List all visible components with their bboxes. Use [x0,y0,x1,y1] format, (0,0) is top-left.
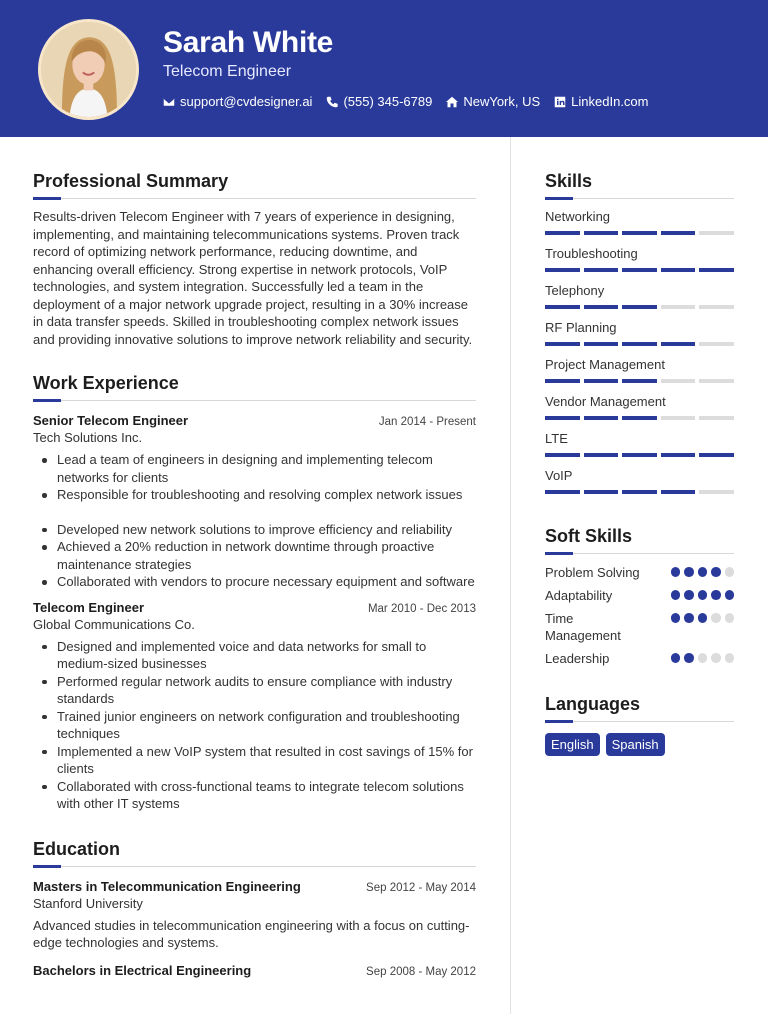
skill-level-segment [699,490,734,494]
degree-title: Masters in Telecommunication Engineering [33,878,301,894]
linkedin-icon [554,96,566,108]
job-entry [33,600,476,813]
skill-level-segment [622,379,657,383]
contact-email-text: support@cvdesigner.ai [180,94,313,109]
skill-level-segment [545,416,580,420]
summary-section [33,170,476,348]
skill-level-segment [545,268,580,272]
contact-linkedin-text: LinkedIn.com [571,94,649,109]
skill-level-bar [545,416,734,420]
soft-skill-name: Adaptability [545,588,613,603]
list-item: Designed and implemented voice and data networks for small to medium-sized businesses [33,638,476,673]
skill-level-segment [584,453,619,457]
rating-dot [725,613,735,623]
rating-dot [698,567,708,577]
skill-level-bar [545,490,734,494]
soft-skill-name: Problem Solving [545,565,640,580]
section-divider [545,198,734,199]
rating-dot [711,567,721,577]
skill-level-segment [545,453,580,457]
rating-dot [698,653,708,663]
skill-level-segment [622,490,657,494]
skill-item [545,468,734,494]
skill-item [545,431,734,457]
skill-level-segment [545,379,580,383]
school-name: Stanford University [33,895,143,911]
education-date: Sep 2012 - May 2014 [366,881,476,894]
skill-level-segment [545,342,580,346]
skill-level-segment [584,268,619,272]
rating-dot [684,613,694,623]
sidebar-column [545,170,734,756]
languages-section [545,693,734,756]
skill-level-bar [545,453,734,457]
soft-skill-item [545,564,734,581]
skill-level-segment [622,416,657,420]
job-date: Jan 2014 - Present [378,416,476,428]
contact-email[interactable] [163,94,312,109]
skills-section [545,170,734,494]
soft-skill-name: Time Management [545,611,621,643]
contact-phone[interactable] [326,94,432,109]
skill-item [545,357,734,383]
skill-level-segment [699,268,734,272]
contact-location [446,94,540,109]
skill-item [545,320,734,346]
education-entry [33,879,476,952]
skill-name: Troubleshooting [545,246,638,261]
list-item: Achieved a 20% reduction in network downtime through proactive maintenance strategies [33,538,476,573]
list-item: Implemented a new VoIP system that resulted in cost savings of 15% for clients [33,743,476,778]
skill-name: VoIP [545,468,573,483]
job-title: Senior Telecom Engineer [33,413,189,428]
list-item: Trained junior engineers on network configuration and troubleshooting techniques [33,708,476,743]
skill-level-segment [661,231,696,235]
job-title: Telecom Engineer [33,599,145,615]
skill-name: RF Planning [545,320,617,335]
skill-name: Networking [545,209,611,224]
skill-level-segment [661,342,696,346]
skill-level-segment [622,305,657,309]
skill-level-segment [699,379,734,383]
skill-level-segment [622,342,657,346]
soft-skill-rating [671,590,735,600]
contact-list [163,94,649,109]
skill-level-bar [545,305,734,309]
section-divider [33,400,476,401]
rating-dot [711,653,721,663]
skill-level-segment [584,490,619,494]
skill-level-segment [699,305,734,309]
soft-skills-list [545,564,734,667]
candidate-title: Telecom Engineer [163,63,292,80]
skill-level-segment [545,231,580,235]
languages-list [545,733,734,756]
profile-photo [38,19,139,120]
education-description: Advanced studies in telecommunication engineering with a focus on cutting-edge technologies and systems. [33,917,470,950]
skill-level-segment [699,453,734,457]
rating-dot [671,653,681,663]
rating-dot [698,590,708,600]
degree-title: Bachelors in Electrical Engineering [33,962,252,978]
skills-heading: Skills [545,171,593,191]
rating-dot [711,613,721,623]
skill-level-segment [699,231,734,235]
skill-level-segment [661,416,696,420]
section-divider [545,553,734,554]
rating-dot [684,567,694,577]
education-date: Sep 2008 - May 2012 [366,965,476,978]
skill-level-segment [661,268,696,272]
skill-level-segment [661,379,696,383]
main-column [33,170,476,978]
job-bullets [33,638,476,813]
rating-dot [725,653,735,663]
languages-heading: Languages [545,694,641,714]
soft-skill-rating [671,567,735,577]
rating-dot [684,590,694,600]
rating-dot [684,653,694,663]
home-icon [446,96,458,108]
list-item: Lead a team of engineers in designing and implementing telecom networks for clients [33,451,476,486]
skill-level-segment [584,231,619,235]
skill-level-segment [545,490,580,494]
soft-skill-rating [671,653,735,663]
soft-skills-section [545,525,734,667]
list-item: Developed new network solutions to improve efficiency and reliability [33,521,476,539]
skill-level-segment [661,453,696,457]
language-tag: Spanish [606,733,665,756]
section-divider [545,721,734,722]
skill-level-segment [622,231,657,235]
contact-linkedin[interactable] [554,94,648,109]
skill-level-bar [545,231,734,235]
skill-level-segment [584,342,619,346]
contact-location-text: NewYork, US [463,94,541,109]
rating-dot [698,613,708,623]
job-company: Global Communications Co. [33,616,195,632]
skill-level-segment [622,268,657,272]
education-section [33,838,476,978]
rating-dot [671,590,681,600]
job-company: Tech Solutions Inc. [33,430,143,445]
list-item: Responsible for troubleshooting and resolving complex network issues [33,486,476,504]
skill-level-segment [661,490,696,494]
education-heading: Education [33,838,121,859]
skill-level-bar [545,379,734,383]
education-entry [33,963,476,978]
rating-dot [711,590,721,600]
resume-header [0,0,768,137]
skill-level-segment [622,453,657,457]
person-portrait-icon [41,22,136,117]
soft-skill-item [545,587,734,604]
skill-level-segment [584,305,619,309]
soft-skill-name: Leadership [545,651,610,666]
soft-skill-rating [671,613,735,623]
section-divider [33,866,476,867]
email-icon [163,96,175,108]
contact-phone-text: (555) 345-6789 [343,94,433,109]
rating-dot [671,613,681,623]
rating-dot [725,567,735,577]
phone-icon [326,96,338,108]
skill-level-segment [584,379,619,383]
section-divider [33,198,476,199]
column-divider [510,137,511,1014]
skill-name: LTE [545,431,568,446]
skill-name: Vendor Management [545,394,666,409]
skill-item [545,246,734,272]
rating-dot [671,567,681,577]
skill-level-segment [545,305,580,309]
candidate-name: Sarah White [163,26,334,59]
skill-level-segment [661,305,696,309]
summary-text: Results-driven Telecom Engineer with 7 years of experience in designing, implementing, and maintaining telecommunications systems. Proven track record of optimizing network performance, reducing downtime, and enhancing overall efficiency. Strong expertise in network protocols, VoIP technologies, and system integration. Successfully led a team in the deployment of a major network upgrade project, resulting in a 30% increase in data transfer speeds. Skilled in troubleshooting complex network issues and providing innovative solutions to improve network reliability and security. [33,209,473,347]
experience-heading: Work Experience [33,373,179,393]
list-item: Collaborated with cross-functional teams to integrate telecom solutions with other IT systems [33,778,476,813]
skills-list [545,209,734,494]
skill-level-segment [699,342,734,346]
list-item: Performed regular network audits to ensure compliance with industry standards [33,673,476,708]
skill-name: Project Management [545,357,665,372]
skill-item [545,209,734,235]
skill-level-bar [545,268,734,272]
language-tag: English [545,733,600,756]
skill-item [545,394,734,420]
skill-name: Telephony [545,283,605,298]
job-entry [33,413,476,591]
experience-section [33,372,476,813]
job-bullets [33,451,476,591]
job-date: Mar 2010 - Dec 2013 [367,602,476,615]
skill-level-segment [699,416,734,420]
soft-skills-heading: Soft Skills [545,526,633,546]
skill-item [545,283,734,309]
list-item: Collaborated with vendors to procure necessary equipment and software [33,573,476,591]
soft-skill-item [545,650,734,667]
skill-level-segment [584,416,619,420]
rating-dot [725,590,735,600]
soft-skill-item [545,610,734,644]
summary-heading: Professional Summary [33,171,229,191]
skill-level-bar [545,342,734,346]
